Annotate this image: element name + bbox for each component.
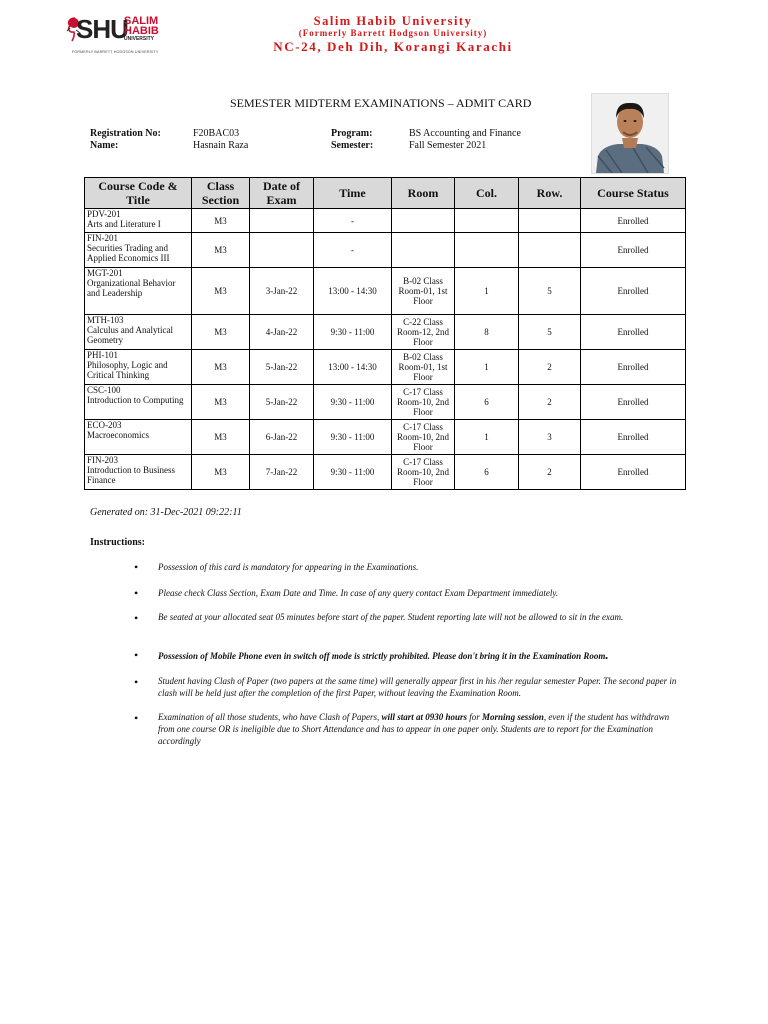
column-header-status: Course Status — [581, 178, 686, 209]
column-header-room: Room — [392, 178, 455, 209]
university-header — [220, 14, 566, 55]
logo-tagline: FORMERLY BARRETT HODGSON UNIVERSITY — [72, 50, 159, 54]
instruction-item — [158, 711, 678, 747]
time-cell: - — [314, 233, 392, 268]
registration-value: F20BAC03 — [193, 128, 240, 139]
course-code: PDV-201 — [87, 209, 121, 219]
student-photo — [591, 93, 669, 174]
row-cell: 3 — [519, 420, 581, 455]
bullet-icon: • — [134, 611, 139, 625]
time-cell: 9:30 - 11:00 — [314, 420, 392, 455]
course-cell — [85, 315, 192, 350]
column-header-course: Course Code & Title — [85, 178, 192, 209]
status-cell: Enrolled — [581, 385, 686, 420]
bullet-icon: • — [134, 560, 139, 574]
instruction-clash-rest: , even if the student has withdrawn from one course OR is ineligible due to Short Attendance and has to appear in one paper only. Students are to report for the Examination accordingly — [158, 712, 670, 746]
time-cell: 9:30 - 11:00 — [314, 315, 392, 350]
student-portrait-icon — [592, 94, 668, 173]
bullet-icon: • — [134, 675, 139, 689]
name-label: Name: — [90, 140, 119, 151]
row-cell — [519, 233, 581, 268]
university-logo — [64, 14, 176, 58]
instruction-item: Possession of this card is mandatory for appearing in the Examinations. — [158, 562, 419, 572]
col-cell: 8 — [455, 315, 519, 350]
time-cell: 9:30 - 11:00 — [314, 385, 392, 420]
date-cell: 6-Jan-22 — [250, 420, 314, 455]
document-title: SEMESTER MIDTERM EXAMINATIONS – ADMIT CARD — [230, 96, 532, 110]
table-row — [85, 350, 686, 385]
registration-label: Registration No: — [90, 128, 161, 139]
instruction-mobile-text: Possession of Mobile Phone even in switch off mode is strictly prohibited. Please don't bring it in the Examination Room — [158, 651, 606, 661]
date-cell: 4-Jan-22 — [250, 315, 314, 350]
course-title: Philosophy, Logic and Critical Thinking — [87, 360, 168, 380]
section-cell: M3 — [192, 209, 250, 233]
logo-line3: UNIVERSITY — [124, 36, 155, 42]
row-cell: 2 — [519, 385, 581, 420]
course-code: FIN-203 — [87, 455, 118, 465]
room-cell: C-17 Class Room-10, 2nd Floor — [392, 455, 455, 490]
section-cell: M3 — [192, 455, 250, 490]
section-cell: M3 — [192, 385, 250, 420]
date-cell: 3-Jan-22 — [250, 268, 314, 315]
instruction-item-important — [158, 649, 678, 662]
semester-label: Semester: — [331, 140, 374, 151]
course-cell — [85, 455, 192, 490]
course-cell — [85, 268, 192, 315]
date-cell: 5-Jan-22 — [250, 350, 314, 385]
time-cell: 13:00 - 14:30 — [314, 268, 392, 315]
course-code: ECO-203 — [87, 420, 122, 430]
col-cell — [455, 209, 519, 233]
section-cell: M3 — [192, 315, 250, 350]
date-cell — [250, 209, 314, 233]
course-code: CSC-100 — [87, 385, 121, 395]
row-cell: 2 — [519, 350, 581, 385]
course-cell — [85, 385, 192, 420]
generated-timestamp: Generated on: 31-Dec-2021 09:22:11 — [90, 507, 242, 518]
course-title: Calculus and Analytical Geometry — [87, 325, 173, 345]
section-cell: M3 — [192, 420, 250, 455]
bullet-icon: • — [134, 648, 139, 662]
status-cell: Enrolled — [581, 315, 686, 350]
course-title: Securities Trading and Applied Economics III — [87, 243, 170, 263]
table-row — [85, 233, 686, 268]
course-code: MTH-103 — [87, 315, 124, 325]
logo-line1: SALIM — [124, 15, 159, 27]
university-name: Salim Habib University — [313, 14, 473, 28]
university-address: NC-24, Deh Dih, Korangi Karachi — [273, 39, 513, 54]
course-title: Organizational Behavior and Leadership — [87, 278, 176, 298]
table-row — [85, 455, 686, 490]
status-cell: Enrolled — [581, 455, 686, 490]
course-cell — [85, 350, 192, 385]
course-title: Macroeconomics — [87, 430, 149, 440]
section-cell: M3 — [192, 268, 250, 315]
bullet-icon: • — [134, 586, 139, 600]
column-header-section: Class Section — [192, 178, 250, 209]
semester-value: Fall Semester 2021 — [409, 140, 487, 151]
logo-mark: SHU — [76, 14, 128, 44]
instruction-item: Please check Class Section, Exam Date and Time. In case of any query contact Exam Department immediately. — [158, 588, 559, 598]
status-cell: Enrolled — [581, 209, 686, 233]
room-cell — [392, 209, 455, 233]
university-former-name: (Formerly Barrett Hodgson University) — [298, 28, 488, 38]
column-header-date: Date of Exam — [250, 178, 314, 209]
instruction-clash-text: Examination of all those students, who have Clash of Papers, — [158, 712, 382, 722]
section-cell: M3 — [192, 350, 250, 385]
status-cell: Enrolled — [581, 233, 686, 268]
room-cell: B-02 Class Room-01, 1st Floor — [392, 268, 455, 315]
program-value: BS Accounting and Finance — [409, 128, 521, 139]
status-cell: Enrolled — [581, 420, 686, 455]
course-code: PHI-101 — [87, 350, 118, 360]
col-cell: 1 — [455, 268, 519, 315]
row-cell — [519, 209, 581, 233]
date-cell: 7-Jan-22 — [250, 455, 314, 490]
table-row — [85, 385, 686, 420]
status-cell: Enrolled — [581, 268, 686, 315]
table-header-row — [85, 178, 686, 209]
course-table — [84, 177, 686, 490]
status-cell: Enrolled — [581, 350, 686, 385]
course-cell — [85, 420, 192, 455]
table-row — [85, 268, 686, 315]
col-cell: 6 — [455, 385, 519, 420]
course-cell — [85, 209, 192, 233]
room-cell: B-02 Class Room-01, 1st Floor — [392, 350, 455, 385]
instruction-clash-session: Morning session — [482, 712, 544, 722]
room-cell: C-17 Class Room-10, 2nd Floor — [392, 420, 455, 455]
time-cell: - — [314, 209, 392, 233]
section-cell: M3 — [192, 233, 250, 268]
time-cell: 13:00 - 14:30 — [314, 350, 392, 385]
course-code: FIN-201 — [87, 233, 118, 243]
course-title: Introduction to Business Finance — [87, 465, 175, 485]
course-title: Introduction to Computing — [87, 395, 184, 405]
column-header-time: Time — [314, 178, 392, 209]
name-value: Hasnain Raza — [193, 140, 249, 151]
table-row — [85, 315, 686, 350]
instruction-item: Student having Clash of Paper (two papers at the same time) will generally appear first in his /her regular semester Paper. The second paper in clash will be held just after the completion of the first Paper, without leaving the Examination Room. — [158, 676, 677, 698]
logo-line2: HABIB — [124, 25, 159, 37]
course-cell — [85, 233, 192, 268]
date-cell — [250, 233, 314, 268]
row-cell: 2 — [519, 455, 581, 490]
program-label: Program: — [331, 128, 373, 139]
instruction-item: Be seated at your allocated seat 05 minutes before start of the paper. Student reporting late will not be allowed to sit in the exam. — [158, 612, 624, 622]
date-cell: 5-Jan-22 — [250, 385, 314, 420]
room-cell: C-17 Class Room-10, 2nd Floor — [392, 385, 455, 420]
col-cell: 1 — [455, 350, 519, 385]
room-cell: C-22 Class Room-12, 2nd Floor — [392, 315, 455, 350]
instructions-heading: Instructions: — [90, 537, 146, 548]
row-cell: 5 — [519, 268, 581, 315]
column-header-row: Row. — [519, 178, 581, 209]
col-cell: 1 — [455, 420, 519, 455]
time-cell: 9:30 - 11:00 — [314, 455, 392, 490]
course-title: Arts and Literature I — [87, 219, 161, 229]
instruction-clash-time: will start at 0930 hours — [381, 712, 468, 722]
bullet-icon: • — [134, 711, 139, 725]
instruction-clash-for: for — [467, 712, 483, 722]
col-cell: 6 — [455, 455, 519, 490]
row-cell: 5 — [519, 315, 581, 350]
col-cell — [455, 233, 519, 268]
table-row — [85, 420, 686, 455]
room-cell — [392, 233, 455, 268]
logo-wordmark — [124, 16, 159, 42]
column-header-col: Col. — [455, 178, 519, 209]
course-code: MGT-201 — [87, 268, 123, 278]
table-row — [85, 209, 686, 233]
instruction-mobile-end: . — [605, 647, 609, 662]
